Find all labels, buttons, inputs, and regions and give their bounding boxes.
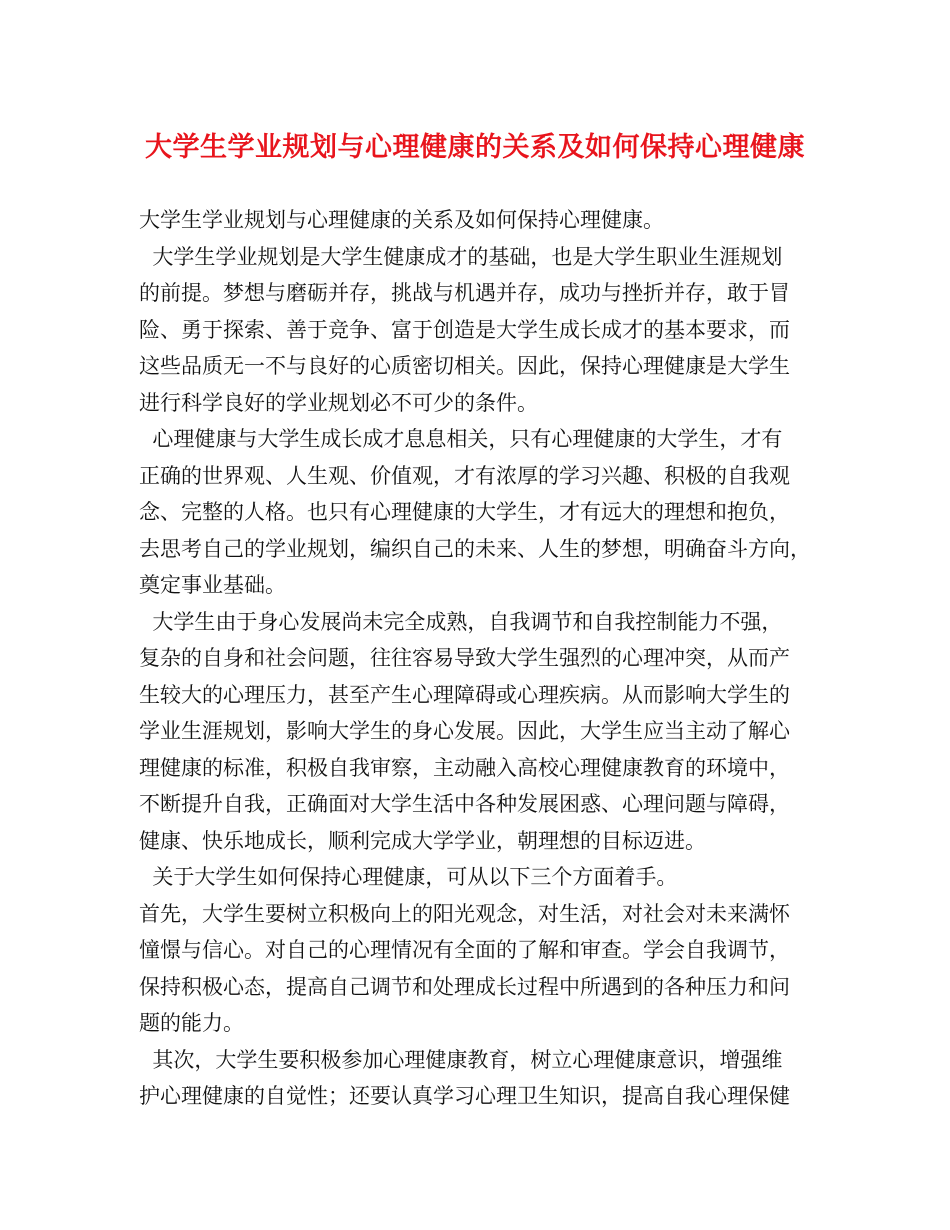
paragraph-line: 复杂的自身和社会问题，往往容易导致大学生强烈的心理冲突，从而产 bbox=[139, 646, 790, 670]
paragraph-line: 护心理健康的自觉性；还要认真学习心理卫生知识，提高自我心理保健 bbox=[139, 1084, 790, 1108]
paragraph-line: 憧憬与信心。对自己的心理情况有全面的了解和审查。学会自我调节， bbox=[139, 938, 790, 962]
paragraph-line: 生较大的心理压力，甚至产生心理障碍或心理疾病。从而影响大学生的 bbox=[139, 682, 790, 707]
paragraph-line: 正确的世界观、人生观、价值观，才有浓厚的学习兴趣、积极的自我观 bbox=[139, 463, 790, 488]
paragraph-line: 大学生学业规划与心理健康的关系及如何保持心理健康。 bbox=[139, 208, 664, 232]
paragraph-line: 这些品质无一不与良好的心质密切相关。因此，保持心理健康是大学生 bbox=[139, 354, 790, 378]
paragraph-line: 其次，大学生要积极参加心理健康教育，树立心理健康意识，增强维 bbox=[139, 1047, 783, 1072]
paragraph-line: 念、完整的人格。也只有心理健康的大学生，才有远大的理想和抱负， bbox=[139, 500, 790, 524]
paragraph-line: 学业生涯规划，影响大学生的身心发展。因此，大学生应当主动了解心 bbox=[139, 719, 790, 743]
paragraph-line: 不断提升自我，正确面对大学生活中各种发展困惑、心理问题与障碍， bbox=[139, 792, 790, 816]
paragraph-line: 理健康的标准，积极自我审察，主动融入高校心理健康教育的环境中， bbox=[139, 755, 790, 780]
paragraph-line: 心理健康与大学生成长成才息息相关，只有心理健康的大学生，才有 bbox=[139, 427, 783, 451]
paragraph-line: 大学生由于身心发展尚未完全成熟，自我调节和自我控制能力不强， bbox=[139, 609, 783, 634]
paragraph-line: 险、勇于探索、善于竞争、富于创造是大学生成长成才的基本要求，而 bbox=[139, 317, 790, 342]
paragraph-line: 奠定事业基础。 bbox=[139, 573, 286, 597]
paragraph-line: 题的能力。 bbox=[139, 1011, 244, 1035]
paragraph-line: 关于大学生如何保持心理健康，可从以下三个方面着手。 bbox=[139, 865, 678, 889]
document-title: 大学生学业规划与心理健康的关系及如何保持心理健康 bbox=[145, 132, 805, 163]
paragraph-line: 保持积极心态，提高自己调节和处理成长过程中所遇到的各种压力和问 bbox=[139, 974, 790, 999]
paragraph-line: 健康、快乐地成长，顺利完成大学学业，朝理想的目标迈进。 bbox=[139, 828, 706, 853]
paragraph-line: 去思考自己的学业规划，编织自己的未来、人生的梦想，明确奋斗方向， bbox=[139, 536, 811, 561]
paragraph-line: 进行科学良好的学业规划必不可少的条件。 bbox=[139, 390, 538, 415]
paragraph-line: 首先，大学生要树立积极向上的阳光观念，对生活，对社会对未来满怀 bbox=[139, 901, 790, 926]
document-body bbox=[139, 202, 819, 1115]
paragraph-line: 大学生学业规划是大学生健康成才的基础，也是大学生职业生涯规划 bbox=[139, 244, 783, 269]
paragraph-line: 的前提。梦想与磨砺并存，挑战与机遇并存，成功与挫折并存，敢于冒 bbox=[139, 281, 790, 305]
